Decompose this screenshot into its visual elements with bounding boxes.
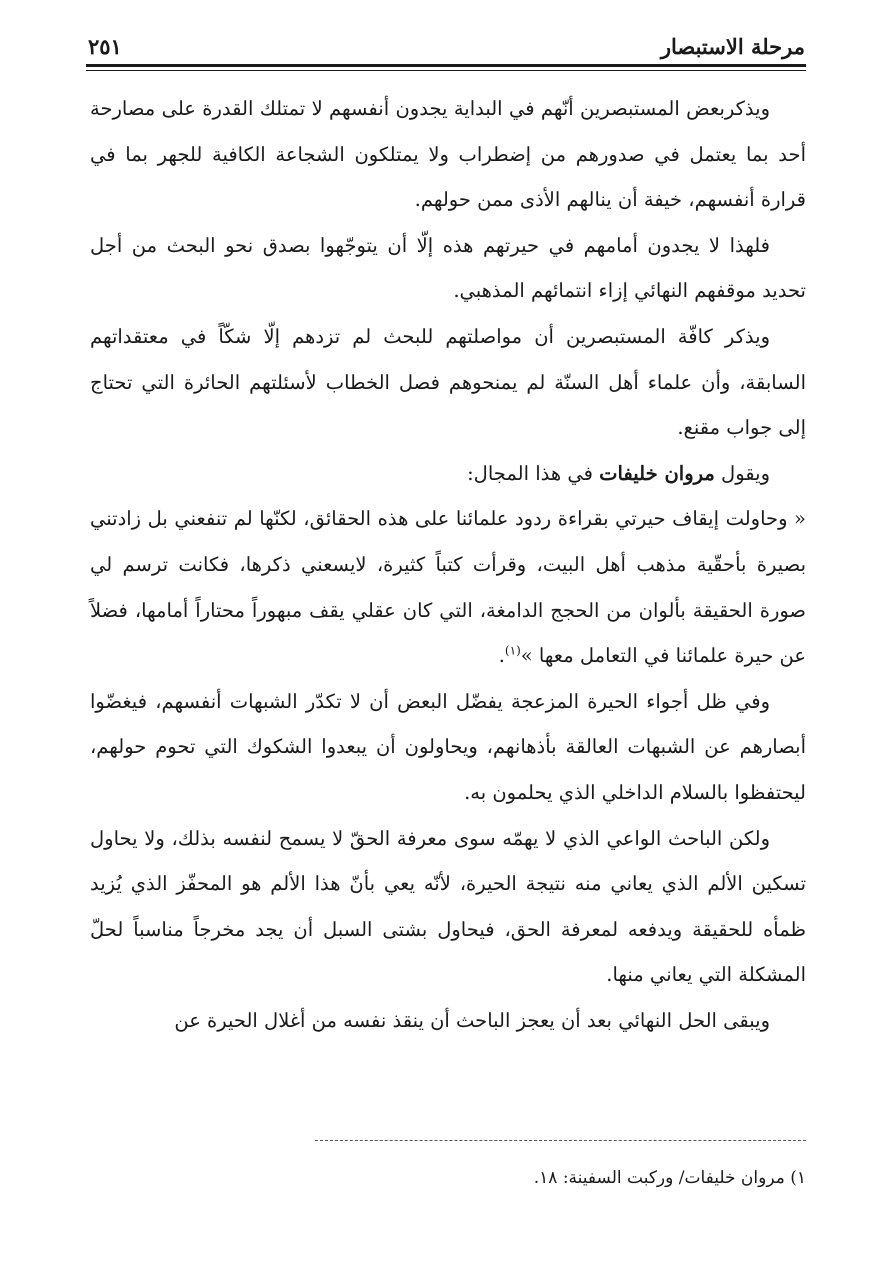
- author-name: مروان خليفات: [599, 461, 715, 485]
- quote-end: .: [498, 644, 505, 668]
- page-header: [88, 34, 805, 62]
- paragraph-2: فلهذا لا يجدون أمامهم في حيرتهم هذه إلّا أن يتوجّهوا بصدق نحو البحث من أجل تحديد موقفهم النهائي إزاء انتمائهم المذهبي.: [90, 233, 806, 303]
- paragraph-3: ويذكر كافّة المستبصرين أن مواصلتهم للبحث لم تزدهم إلّا شكّاً في معتقداتهم السابقة، وأن علماء أهل السنّة لم يمنحوهم فصل الخطاب لأسئلتهم الحائرة التي تحتاج إلى جواب مقنع.: [90, 324, 806, 440]
- header-rule: [86, 64, 806, 67]
- footnote-separator: [315, 1140, 806, 1141]
- intro-text: ويقول: [721, 461, 770, 485]
- body-text: [90, 86, 806, 1043]
- paragraph-7: ويبقى الحل النهائي بعد أن يعجز الباحث أن ينقذ نفسه من أغلال الحيرة عن: [174, 1008, 770, 1032]
- intro-text-end: في هذا المجال:: [467, 461, 593, 485]
- paragraph-4: [90, 451, 806, 497]
- paragraph-1: ويذكربعض المستبصرين أنّهم في البداية يجدون أنفسهم لا تمتلك القدرة على مصارحة أحد بما يعتمل في صدورهم من إضطراب ولا يمتلكون الشجاعة الكافية للجهر بما في قرارة أنفسهم، خيفة أن ينالهم الأذى ممن حولهم.: [90, 97, 806, 212]
- footnote: ١) مروان خليفات/ وركبت السفينة: ١٨.: [533, 1168, 806, 1188]
- footnote-marker: (١): [504, 643, 521, 658]
- paragraph-6: ولكن الباحث الواعي الذي لا يهمّه سوى معرفة الحقّ لا يسمح لنفسه بذلك، ولا يحاول تسكين الألم الذي يعاني منه نتيجة الحيرة، لأنّه يعي بأنّ هذا الألم هو المحفّز الذي يُزيد ظمأه للحقيقة ويدفعه لمعرفة الحق، فيحاول بشتى السبل أن يجد مخرجاً مناسباً لحلّ المشكلة التي يعاني منها.: [90, 826, 806, 987]
- paragraph-5: وفي ظل أجواء الحيرة المزعجة يفضّل البعض أن لا تكدّر الشبهات أنفسهم، فيغضّوا أبصارهم عن الشبهات العالقة بأذهانهم، ويحاولون أن يبعدوا الشكوك التي تحوم حولهم، ليحتفظوا بالسلام الداخلي الذي يحلمون به.: [90, 689, 806, 804]
- page-number: ٢٥١: [88, 34, 122, 59]
- quote-paragraph: [90, 496, 806, 678]
- running-title: مرحلة الاستبصار: [660, 34, 805, 59]
- header-rule-thin: [86, 70, 806, 71]
- quote-text: « وحاولت إيقاف حيرتي بقراءة ردود علمائنا على هذه الحقائق، لكنّها لم تنفعني بل زادتني بصيرة بأحقّية مذهب أهل البيت، وقرأت كتباً كثيرة، لايسعني ذكرها، فكانت ترسم لي صورة الحقيقة بألوان من الحجج الدامغة، التي كان عقلي يقف مبهوراً محتاراً أمامها، فضلاً عن حيرة علمائنا في التعامل معها »: [90, 507, 806, 668]
